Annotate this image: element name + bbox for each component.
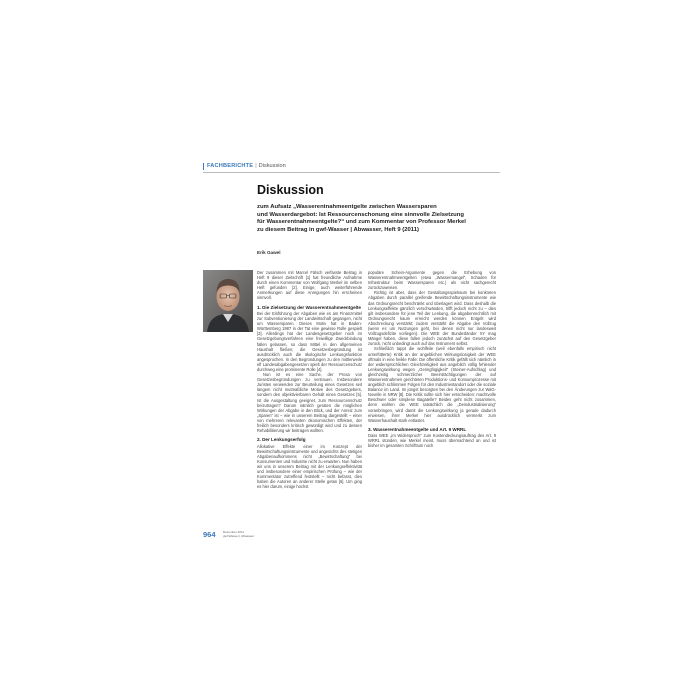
text-column-right <box>368 270 496 449</box>
text-column-left <box>257 270 362 489</box>
body-paragraph: Richtig ist aber, dass der Gestaltungsspielraum bei konkreten Abgaben durch parallel greifende Bewirtschaftungsinstrumente wie das Ordnungsrecht beschränkt und überlagert wird. Dass deshalb die Lenkungseffekte gänzlich verschwänden, trifft jedoch nicht zu – dies gilt insbesondere für jene Teil der Lenkung, die abgabenrechtlich mit Ordnungsrecht kaum erreicht werden können Entgelt wird Abschreckung verstärkt; zudem verstärkt die Abgabe den Vollzug (wenn es um Nutzungen geht, bei denen nicht nur landesweit Vollzugsdefizite vorliegen). Die WEE der Bundesländer XY mag Mängel haben, diese fallen jedoch zunächst auf den Gesetzgeber zurück, nicht unbedingt auch auf das Instrument selbst. <box>368 290 496 347</box>
author-photo <box>203 270 253 332</box>
body-paragraph: Allokative Effekte einer im Konzept der Bewirtschaftungsinstrumente und angesichts des stetigen Abgabenaufkommens nicht „Bewirtschaftung“ bei Konsumenten und Industrie nicht zu erwarten. Nun haben wir uns in unserem Beitrag mit der Lenkungseffektivität und insbesondere einer empirischen Prüfung – wie der Kommentator zutreffend feststellt – nicht befasst, dies haben die Autoren an anderer Stelle getan [6]. Um ging es hier darum, einige hochst <box>257 443 362 490</box>
subtitle-line: zum Aufsatz „Wasserentnahmeentgelte zwischen Wassersparen <box>257 204 437 210</box>
author-name: Erik Gawel <box>257 250 281 255</box>
issue-date: gwf-Wasser | Abwasser <box>222 533 255 538</box>
article-title: Diskussion <box>257 183 324 197</box>
subtitle-line: zu diesem Beitrag in gwf-Wasser | Abwasser, Heft 9 (2011) <box>257 226 419 233</box>
subtitle-line: und Wasserdargebot: Ist Ressourcenschonung eine sinnvolle Zielsetzung <box>257 211 464 218</box>
footer-meta <box>223 531 254 538</box>
body-paragraph: Bei der Einführung der Abgaben wie es am Finanzmittel zur Subventionierung der Landwirtschaft gegangen, nicht um Wassersparen. Dieses Motiv hat in Baden-Württemberg 1987 in der Tat eine gewisse Rolle gespielt [3]. Allerdings hat der Landesgesetzgeber noch im Gesetzgebungsverfahren eine freiwillige Zweckbindung fallen gelassen, so dass Mittel in den allgemeinen Haushalt fließen; die Gesetzesbegründung ist ausdrücklich auch die ökologische Lenkungsfunktion angesprochen. In den Begründungen zu den mittlerweile elf Landesabgabengesetzen spielt der Ressourcenschutz durchweg eine prominente Rolle [4]. <box>257 310 362 372</box>
section-heading-3: 3. Wasserentnahmeentgelte und Art. 9 WRRL <box>368 426 467 432</box>
subtitle-line: für Wasserentnahmeentgelte?“ und zum Kommentar von Professor Merkel <box>257 219 466 226</box>
portrait-image <box>203 270 253 332</box>
intro-paragraph: Der zusammen mit Marcel Fälsch verfasste Beitrag in Heft 9 dieser Zeitschrift [1] hat freundliche Aufnahme durch einen Kommentar von Wolfgang Merkel im selben Heft gefunden [2]. Einige, auch weiterführende Anmerkungen auf diese Anregungen hin erscheinen sinnvoll. <box>257 270 362 301</box>
section-heading-1: 1. Die Zielsetzung der Wasserentnahmeentgelte <box>257 304 361 310</box>
body-paragraph: Dass WEE „im Widerspruch“ zum Kostendeckungsauftrag des Art. 9 WRRL stünden, wie Merkel meint, muss übernachtend an und ist bisher im gesamten Schrifttum noch <box>368 433 496 449</box>
section-label: FACHBERICHTE <box>207 163 254 169</box>
body-paragraph: Schließlich tappt die wohlfeile (weil ebenfalls empirisch nicht unterfütterte) Kritik an der angeblichen Wirkungslosigkeit der WEE oftmals in eine heikle Falle: Die öffentliche Kritik gefällt sich nämlich in der widersprüchlichen Gleichzeitigkeit aus angeblich völlig fehlender Lenkungswirkung wegen „Geringfügigkeit“ (Steiner-Aufschlag) und gleichzeitig schmerzlicher Beeinträchtigungen der auf Wasserentnahmen gerichteten Produktions- und Konsumprozesse mit angeblich schlimmen Folgen für den Industriestandort oder die soziale Balance im Land. Im jüngst besorgten bei den Änderungen zur WaG-Novelle in NRW [8]. Die Kritik sollte sich hier entscheiden: machtvolle Beschwer oder simplese Bagatelle? Beides geht nicht zusammen, denn wohlen die WEE tatsächlich die „Deindustrialisierung“ voranbringen, wird damit die Lenkungswirkung ja gerade dadurch erwiesen, ihrer Merkel hier ausdrücklich vermerkt zum Wasserhaushalt stark entlastet. <box>368 346 496 423</box>
page-footer <box>203 526 254 544</box>
header-rule <box>203 172 500 173</box>
subsection-label: Diskussion <box>258 163 286 169</box>
section-marker <box>203 163 204 170</box>
body-paragraph: populäre Schein-Argumente gegen die Erhebung von Wasserentnahmeentgelten (etwa „Wassermangel“, Schaden für Infrastruktur beim Wassersparen etc.) als nicht sachgerecht zurückzuweisen. <box>368 270 496 291</box>
article-subtitle <box>257 204 502 234</box>
journal-name: Dezember 2011 <box>222 530 245 535</box>
section-heading-2: 2. Der Lenkungserfolg <box>257 437 306 443</box>
body-paragraph: Nun ist es eine Sache, der Prosa von Gesetzesbegründungen zu vertrauen. Insbesondere Juristen verwenden zur Beurteilung eines Gesetzes seit langem nicht mutmaßliche Motive des Gesetzgebers, sondern den objektivierbaren Gehalt eines Gesetzes [5]. Ist die Ausgestaltung geeignet, zum Ressourcenschutz beizutragen? Darum nämlich geraten die möglichen Wirkungen der Abgabe in den Blick, und der Anreiz zum „Sparen“ ist – wie in unserem Beitrag dargestellt – einer von mehreren relevanten ökonomischen Effekten, der freilich besonders kritisch gewürdigt wird und zu dessen Rehabilitierung wir beitragen wollten. <box>257 372 362 434</box>
section-separator: | <box>255 163 257 169</box>
section-header <box>203 163 286 170</box>
page-number: 964 <box>203 530 216 540</box>
